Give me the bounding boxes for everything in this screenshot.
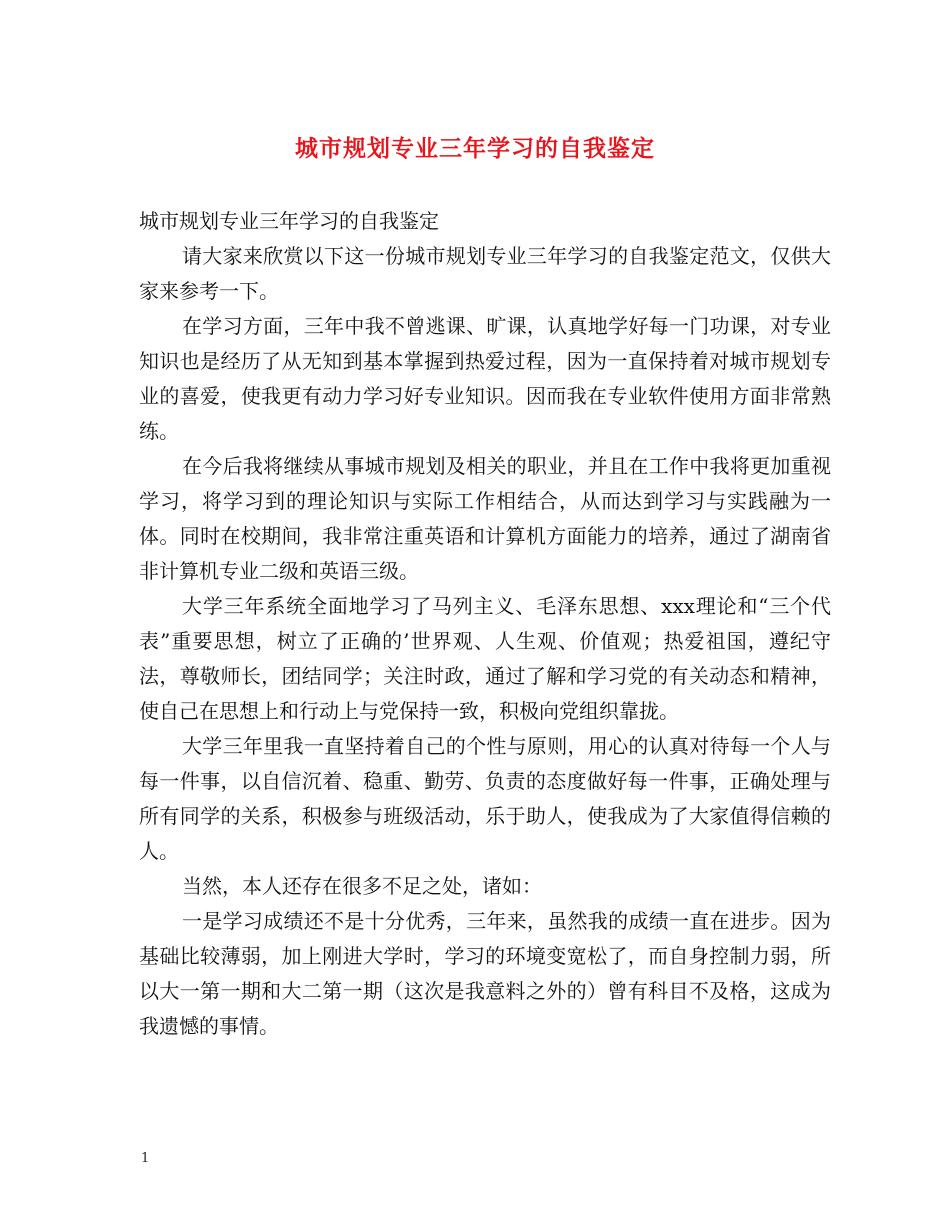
page-number: 1 xyxy=(141,1151,150,1166)
paragraph-character: 大学三年里我一直坚持着自己的个性与原则，用心的认真对待每一个人与每一件事，以自信沉着、稳重、勤劳、负责的态度做好每一件事，正确处理与所有同学的关系，积极参与班级活动，乐于助人，使我成为了大家值得信赖的人。 xyxy=(139,734,831,863)
paragraph-shortcoming-one: 一是学习成绩还不是十分优秀，三年来，虽然我的成绩一直在进步。因为基础比较薄弱，加上刚进大学时，学习的环境变宽松了，而自身控制力弱，所以大一第一期和大二第一期（这次是我意料之外的）曾有科目不及格，这成为我遗憾的事情。 xyxy=(139,909,831,1038)
paragraph-study: 在学习方面，三年中我不曾逃课、旷课，认真地学好每一门功课，对专业知识也是经历了从无知到基本掌握到热爱过程，因为一直保持着对城市规划专业的喜爱，使我更有动力学习好专业知识。因而我在专业软件使用方面非常熟练。 xyxy=(139,314,831,443)
page-title: 城市规划专业三年学习的自我鉴定 xyxy=(295,135,655,162)
paragraph-shortcomings-intro: 当然，本人还存在很多不足之处，诸如： xyxy=(182,874,542,898)
document-subtitle: 城市规划专业三年学习的自我鉴定 xyxy=(139,209,439,233)
paragraph-future: 在今后我将继续从事城市规划及相关的职业，并且在工作中我将更加重视学习，将学习到的理论知识与实际工作相结合，从而达到学习与实践融为一体。同时在校期间，我非常注重英语和计算机方面能力的培养，通过了湖南省非计算机专业二级和英语三级。 xyxy=(139,454,831,583)
paragraph-ideology: 大学三年系统全面地学习了马列主义、毛泽东思想、xxx理论和“三个代表”重要思想，树立了正确的’世界观、人生观、价值观；热爱祖国，遵纪守法，尊敬师长，团结同学；关注时政，通过了解和学习党的有关动态和精神，使自己在思想上和行动上与党保持一致，积极向党组织靠拢。 xyxy=(139,594,831,723)
document-body xyxy=(139,204,831,1044)
paragraph-intro: 请大家来欣赏以下这一份城市规划专业三年学习的自我鉴定范文，仅供大家来参考一下。 xyxy=(139,244,831,303)
